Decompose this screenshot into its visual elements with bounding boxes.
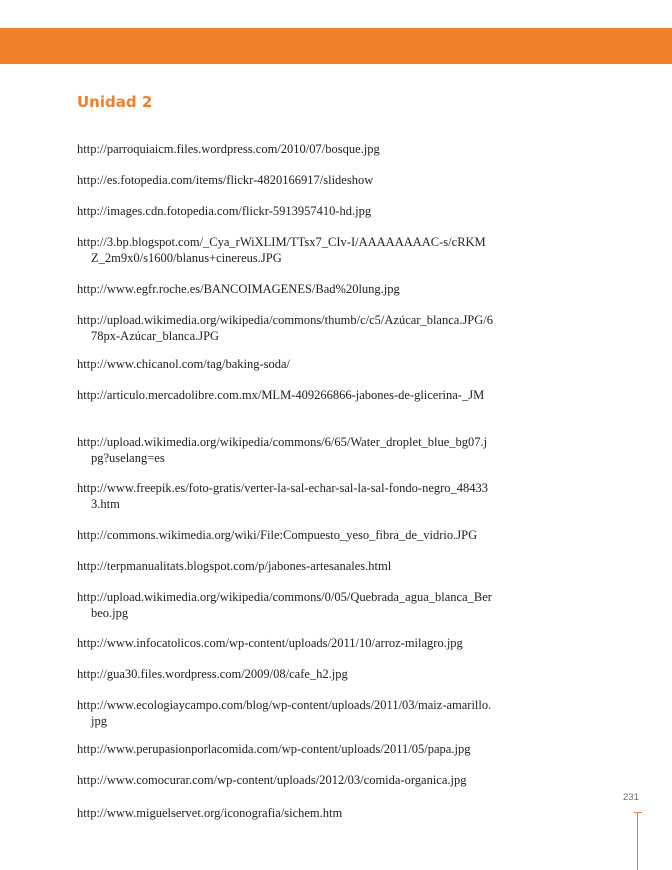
reference-item: http://www.chicanol.com/tag/baking-soda/ — [77, 357, 291, 371]
reference-item: http://articulo.mercadolibre.com.mx/MLM-409266866-jabones-de-glicerina-_JM — [77, 388, 485, 402]
reference-item: http://terpmanualitats.blogspot.com/p/jabones-artesanales.html — [77, 559, 392, 573]
header-band — [0, 28, 672, 64]
reference-item: http://www.ecologiaycampo.com/blog/wp-content/uploads/2011/03/maiz-amarillo.jpg — [77, 698, 492, 728]
reference-item: http://www.perupasionporlacomida.com/wp-content/uploads/2011/05/papa.jpg — [77, 742, 471, 756]
reference-item: http://www.freepik.es/foto-gratis/verter-la-sal-echar-sal-la-sal-fondo-negro_484333.htm — [77, 481, 489, 511]
reference-item: http://es.fotopedia.com/items/flickr-4820166917/slideshow — [77, 173, 374, 187]
reference-item: http://upload.wikimedia.org/wikipedia/commons/thumb/c/c5/Azúcar_blanca.JPG/678px-Azúcar_blanca.JPG — [77, 313, 494, 343]
reference-item: http://upload.wikimedia.org/wikipedia/commons/6/65/Water_droplet_blue_bg07.jpg?uselang=es — [77, 435, 488, 465]
reference-item: http://www.infocatolicos.com/wp-content/uploads/2011/10/arroz-milagro.jpg — [77, 636, 463, 650]
reference-item: http://commons.wikimedia.org/wiki/File:Compuesto_yeso_fibra_de_vidrio.JPG — [77, 528, 478, 542]
section-title: Unidad 2 — [77, 93, 153, 111]
reference-item: http://3.bp.blogspot.com/_Cya_rWiXLIM/TTsx7_CIv-I/AAAAAAAAC-s/cRKMZ_2m9x0/s1600/blanus+cinereus.JPG — [77, 235, 486, 265]
reference-item: http://www.egfr.roche.es/BANCOIMAGENES/Bad%20lung.jpg — [77, 282, 400, 296]
reference-item: http://www.comocurar.com/wp-content/uploads/2012/03/comida-organica.jpg — [77, 773, 467, 787]
reference-item: http://upload.wikimedia.org/wikipedia/commons/0/05/Quebrada_agua_blanca_Berbeo.jpg — [77, 590, 492, 620]
reference-item: http://images.cdn.fotopedia.com/flickr-5913957410-hd.jpg — [77, 204, 372, 218]
reference-item: http://www.miguelservet.org/iconografia/sichem.htm — [77, 806, 343, 820]
page-number: 231 — [623, 792, 639, 803]
reference-item: http://gua30.files.wordpress.com/2009/08/cafe_h2.jpg — [77, 667, 348, 681]
reference-item: http://parroquiaicm.files.wordpress.com/2010/07/bosque.jpg — [77, 142, 380, 156]
page-marker — [634, 812, 642, 870]
